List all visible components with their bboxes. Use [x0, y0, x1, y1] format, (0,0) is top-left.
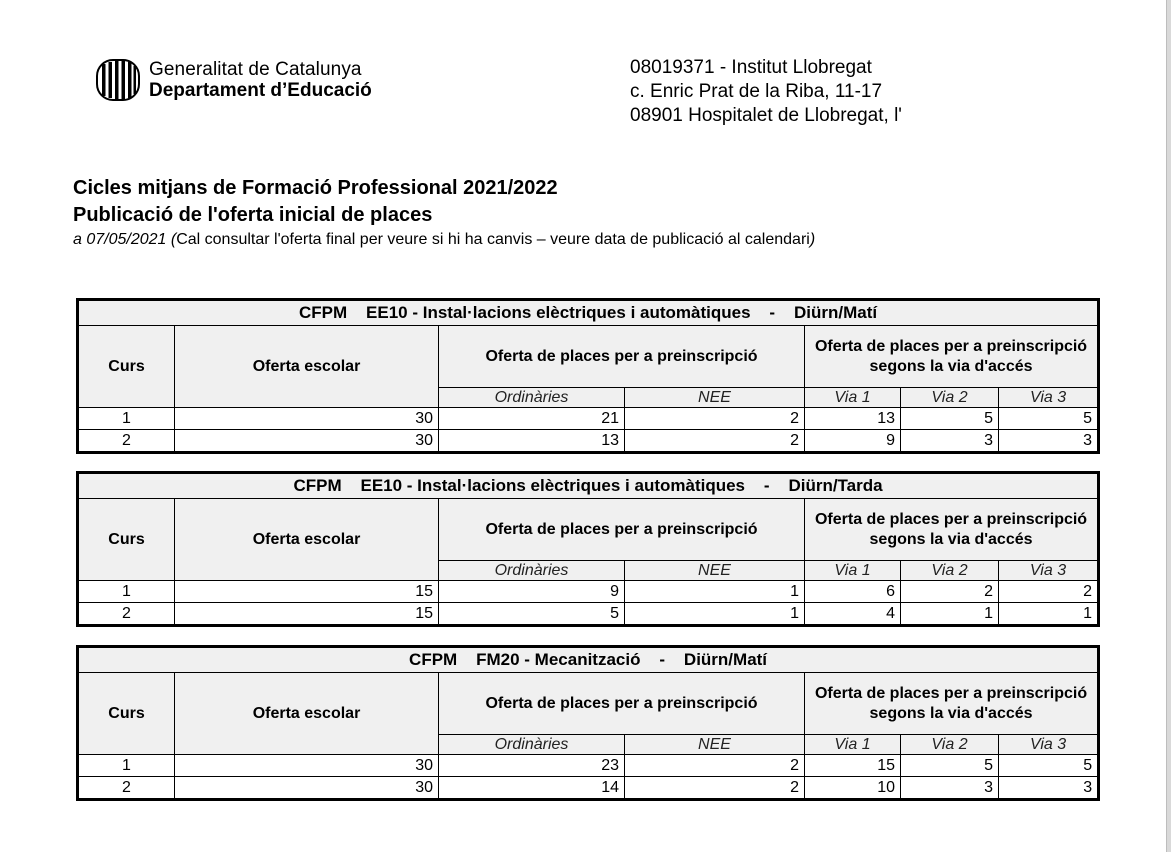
col-nee: NEE: [625, 388, 805, 408]
cell-nee: 2: [625, 408, 805, 430]
table-title: CFPM EE10 - Instal·lacions elèctriques i automàtiques - Diürn/Matí: [78, 300, 1099, 326]
cell-ordinaries: 5: [439, 603, 625, 626]
col-oferta-preinscripcio: Oferta de places per a preinscripció: [439, 326, 805, 388]
col-curs: Curs: [78, 673, 175, 755]
col-oferta-escolar: Oferta escolar: [175, 326, 439, 408]
cell-ordinaries: 23: [439, 755, 625, 777]
address-line: 08019371 - Institut Llobregat: [630, 57, 872, 78]
department-name: Departament d’Educació: [149, 80, 372, 101]
cell-via2: 3: [901, 777, 999, 800]
table-row: [78, 755, 1099, 777]
address-line: 08901 Hospitalet de Llobregat, l': [630, 105, 902, 126]
col-oferta-via: Oferta de places per a preinscripció segons la via d'accés: [805, 326, 1099, 388]
cell-oferta: 30: [175, 777, 439, 800]
cell-via1: 4: [805, 603, 901, 626]
cell-via1: 15: [805, 755, 901, 777]
col-ordinaries: Ordinàries: [439, 388, 625, 408]
table-row: [78, 581, 1099, 603]
cell-via3: 3: [999, 777, 1099, 800]
cell-via2: 5: [901, 755, 999, 777]
col-via2: Via 2: [901, 735, 999, 755]
cell-curs: 1: [78, 755, 175, 777]
offer-table: [76, 298, 1100, 454]
cell-nee: 2: [625, 430, 805, 453]
col-curs: Curs: [78, 326, 175, 408]
col-oferta-via: Oferta de places per a preinscripció segons la via d'accés: [805, 673, 1099, 735]
cell-curs: 2: [78, 430, 175, 453]
col-via3: Via 3: [999, 388, 1099, 408]
table-row: [78, 603, 1099, 626]
cell-via2: 5: [901, 408, 999, 430]
cell-oferta: 15: [175, 581, 439, 603]
page-edge: [1166, 0, 1171, 852]
col-via2: Via 2: [901, 388, 999, 408]
col-oferta-escolar: Oferta escolar: [175, 673, 439, 755]
cell-oferta: 30: [175, 755, 439, 777]
col-nee: NEE: [625, 735, 805, 755]
table-row: [78, 430, 1099, 453]
col-via3: Via 3: [999, 561, 1099, 581]
col-via2: Via 2: [901, 561, 999, 581]
table-title: CFPM EE10 - Instal·lacions elèctriques i automàtiques - Diürn/Tarda: [78, 473, 1099, 499]
offer-table: [76, 645, 1100, 801]
cell-curs: 2: [78, 777, 175, 800]
cell-oferta: 30: [175, 430, 439, 453]
cell-via2: 3: [901, 430, 999, 453]
cell-via1: 6: [805, 581, 901, 603]
col-oferta-via: Oferta de places per a preinscripció segons la via d'accés: [805, 499, 1099, 561]
note-close: ): [809, 231, 816, 248]
note-text: Cal consultar l'oferta final per veure si hi ha canvis – veure data de publicació al calendari: [176, 231, 810, 248]
col-oferta-escolar: Oferta escolar: [175, 499, 439, 581]
note-open: (: [170, 231, 177, 248]
cell-nee: 1: [625, 603, 805, 626]
cell-nee: 1: [625, 581, 805, 603]
header-logo: [96, 59, 372, 101]
cell-nee: 2: [625, 777, 805, 800]
offer-table: [76, 471, 1100, 627]
cell-ordinaries: 9: [439, 581, 625, 603]
cell-via2: 1: [901, 603, 999, 626]
col-via1: Via 1: [805, 735, 901, 755]
cell-via1: 9: [805, 430, 901, 453]
cell-via1: 10: [805, 777, 901, 800]
cell-nee: 2: [625, 755, 805, 777]
cell-ordinaries: 14: [439, 777, 625, 800]
institution-address: [630, 56, 902, 128]
cell-curs: 1: [78, 581, 175, 603]
col-ordinaries: Ordinàries: [439, 735, 625, 755]
col-oferta-preinscripcio: Oferta de places per a preinscripció: [439, 673, 805, 735]
table-row: [78, 408, 1099, 430]
col-nee: NEE: [625, 561, 805, 581]
cell-via1: 13: [805, 408, 901, 430]
cell-via2: 2: [901, 581, 999, 603]
col-via3: Via 3: [999, 735, 1099, 755]
cell-oferta: 15: [175, 603, 439, 626]
table-row: [78, 777, 1099, 800]
cell-via3: 2: [999, 581, 1099, 603]
col-oferta-preinscripcio: Oferta de places per a preinscripció: [439, 499, 805, 561]
col-via1: Via 1: [805, 561, 901, 581]
col-via1: Via 1: [805, 388, 901, 408]
cell-via3: 1: [999, 603, 1099, 626]
col-ordinaries: Ordinàries: [439, 561, 625, 581]
publication-note: [73, 230, 815, 250]
cell-ordinaries: 13: [439, 430, 625, 453]
col-curs: Curs: [78, 499, 175, 581]
cell-via3: 5: [999, 755, 1099, 777]
address-line: c. Enric Prat de la Riba, 11-17: [630, 81, 883, 102]
cell-via3: 3: [999, 430, 1099, 453]
table-title: CFPM FM20 - Mecanització - Diürn/Matí: [78, 647, 1099, 673]
cell-oferta: 30: [175, 408, 439, 430]
org-name: Generalitat de Catalunya: [149, 59, 362, 80]
note-date: a 07/05/2021: [73, 231, 167, 248]
document-title: Cicles mitjans de Formació Professional 2021/2022: [73, 177, 558, 199]
cell-curs: 1: [78, 408, 175, 430]
document-titles: [73, 175, 815, 250]
cell-ordinaries: 21: [439, 408, 625, 430]
cell-via3: 5: [999, 408, 1099, 430]
cell-curs: 2: [78, 603, 175, 626]
document-subtitle: Publicació de l'oferta inicial de places: [73, 204, 433, 226]
generalitat-emblem-icon: [96, 59, 140, 101]
